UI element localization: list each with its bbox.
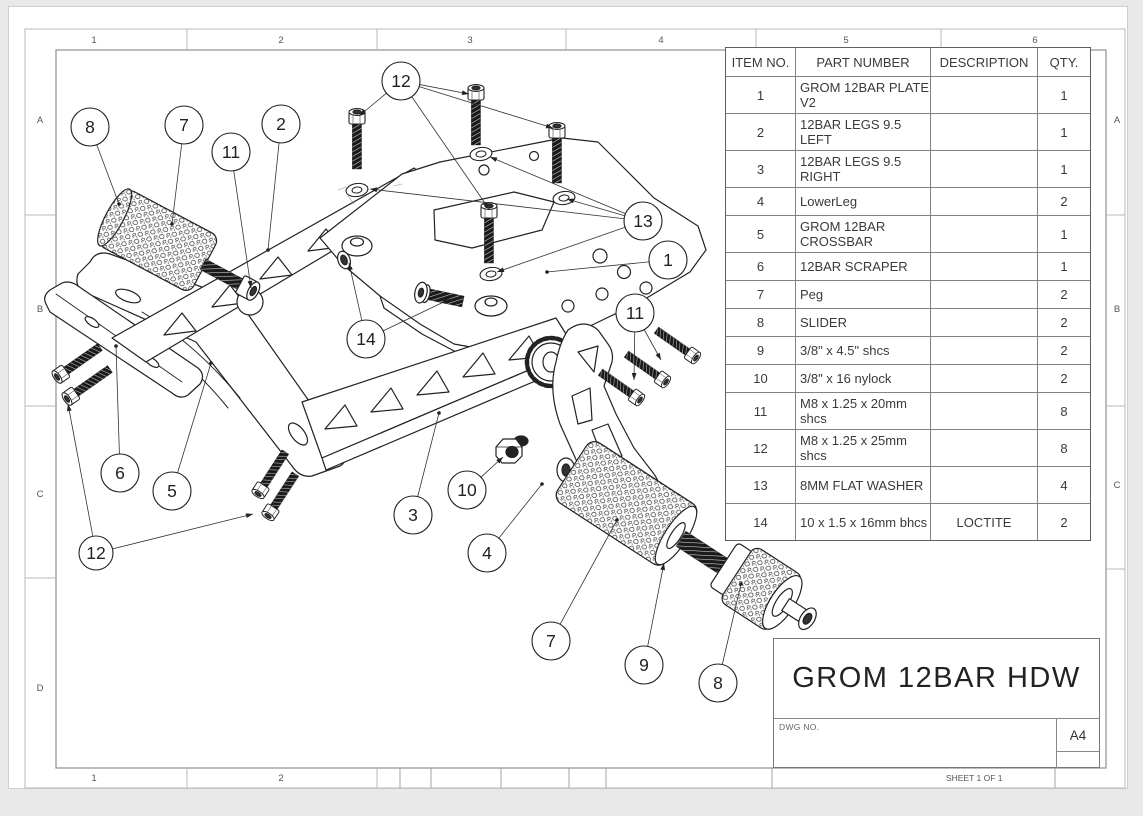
bom-cell: 3 — [726, 151, 796, 187]
bom-cell: Peg — [796, 281, 931, 308]
zone-label: A — [1113, 115, 1121, 126]
bom-cell: 1 — [1060, 226, 1068, 242]
bom-cell — [931, 467, 1038, 503]
exploded-assembly-drawing — [45, 85, 832, 651]
bom-cell: LOCTITE — [931, 504, 1038, 540]
bom-cell: 3/8" x 16 nylock — [796, 365, 931, 392]
slider-rear — [706, 537, 832, 651]
bom-cell: GROM 12BAR PLATE V2 — [796, 77, 931, 113]
bom-cell — [931, 188, 1038, 215]
bolt-group-lower-left — [50, 341, 114, 407]
bom-cell — [931, 281, 1038, 308]
bom-row-4 — [726, 187, 1090, 215]
balloon-number: 3 — [408, 505, 418, 525]
bom-header-row — [726, 48, 1090, 76]
bom-cell — [931, 253, 1038, 280]
zone-label: 2 — [278, 773, 284, 784]
balloon-8 — [71, 108, 121, 206]
bom-cell: 8 — [1060, 403, 1068, 419]
balloon-number: 11 — [221, 142, 241, 162]
bom-cell: 12BAR LEGS 9.5 RIGHT — [796, 151, 931, 187]
bom-cell: 14 — [726, 504, 796, 540]
bom-cell — [931, 430, 1038, 466]
zone-label: B — [1113, 304, 1121, 315]
bom-cell: M8 x 1.25 x 20mm shcs — [796, 393, 931, 429]
bom-header-cell: ITEM NO. — [726, 48, 796, 76]
empty-cell — [1057, 752, 1099, 768]
bom-row-3 — [726, 150, 1090, 187]
bom-cell: 1 — [1060, 161, 1068, 177]
bom-row-5 — [726, 215, 1090, 252]
bom-cell: 4 — [726, 188, 796, 215]
balloon-9 — [625, 563, 665, 684]
bom-cell: M8 x 1.25 x 25mm shcs — [796, 430, 931, 466]
bom-cell — [931, 151, 1038, 187]
bom-cell: 1 — [1060, 124, 1068, 140]
balloon-number: 10 — [457, 480, 477, 500]
bom-cell: LowerLeg — [796, 188, 931, 215]
balloon-7 — [532, 518, 619, 660]
balloon-number: 2 — [276, 114, 286, 134]
zone-label: 3 — [467, 35, 473, 46]
bom-row-7 — [726, 280, 1090, 308]
balloon-number: 12 — [391, 71, 411, 91]
balloon-7 — [165, 106, 203, 226]
bom-row-11 — [726, 392, 1090, 429]
bom-cell: 2 — [1060, 315, 1068, 330]
bom-cell: SLIDER — [796, 309, 931, 336]
balloon-number: 4 — [482, 543, 492, 563]
balloon-number: 6 — [115, 463, 125, 483]
bom-cell — [931, 216, 1038, 252]
bom-cell — [931, 77, 1038, 113]
bom-cell: 2 — [1060, 514, 1068, 530]
balloon-number: 1 — [663, 250, 673, 270]
balloon-number: 9 — [639, 655, 649, 675]
zone-label: D — [36, 683, 44, 694]
balloon-2 — [262, 105, 300, 252]
bom-cell: GROM 12BAR CROSSBAR — [796, 216, 931, 252]
zone-label: 2 — [278, 35, 284, 46]
bom-row-13 — [726, 466, 1090, 503]
bom-header-cell: QTY. — [1049, 54, 1079, 70]
bom-cell: 2 — [1060, 194, 1068, 209]
bom-cell: 12BAR SCRAPER — [796, 253, 931, 280]
bom-cell: 2 — [1060, 287, 1068, 302]
bom-row-9 — [726, 336, 1090, 364]
bom-cell: 2 — [1060, 371, 1068, 386]
zone-label: A — [36, 115, 44, 126]
bom-row-12 — [726, 429, 1090, 466]
bom-cell: 10 — [726, 365, 796, 392]
bom-cell: 8 — [726, 309, 796, 336]
bom-row-10 — [726, 364, 1090, 392]
bom-cell — [931, 309, 1038, 336]
bom-cell: 2 — [1060, 343, 1068, 358]
balloon-number: 7 — [179, 115, 189, 135]
bom-row-1 — [726, 76, 1090, 113]
balloon-number: 8 — [713, 673, 723, 693]
bolt-group-right — [596, 325, 702, 408]
title-block — [773, 638, 1100, 768]
bom-header-cell: DESCRIPTION — [931, 48, 1038, 76]
bom-cell: 1 — [1060, 87, 1068, 103]
bom-header-cell: PART NUMBER — [796, 48, 931, 76]
balloon-number: 8 — [85, 117, 95, 137]
balloon-number: 12 — [86, 543, 106, 563]
zone-label: 1 — [91, 35, 97, 46]
bom-cell: 2 — [726, 114, 796, 150]
bom-cell: 1 — [726, 77, 796, 113]
sheet-size: A4 — [1057, 719, 1099, 752]
balloon-number: 7 — [546, 631, 556, 651]
bom-table — [725, 47, 1091, 541]
drawing-title: GROM 12BAR HDW — [774, 639, 1099, 719]
balloon-number: 5 — [167, 481, 177, 501]
bom-cell: 10 x 1.5 x 16mm bhcs — [796, 504, 931, 540]
bom-cell: 5 — [726, 216, 796, 252]
bom-cell — [931, 337, 1038, 364]
bom-row-8 — [726, 308, 1090, 336]
zone-label: C — [36, 489, 44, 500]
bom-cell: 9 — [726, 337, 796, 364]
zone-label: 1 — [91, 773, 97, 784]
sheet-number-label: SHEET 1 OF 1 — [946, 773, 1003, 783]
bom-cell — [931, 365, 1038, 392]
bom-cell: 1 — [1060, 259, 1068, 274]
zone-label: B — [36, 304, 44, 315]
bom-cell: 8 — [1060, 440, 1068, 456]
bom-cell — [931, 393, 1038, 429]
bom-cell: 8MM FLAT WASHER — [796, 467, 931, 503]
balloon-10 — [448, 457, 503, 509]
zone-label: 5 — [843, 35, 849, 46]
bom-cell — [931, 114, 1038, 150]
zone-label: 6 — [1032, 35, 1038, 46]
zone-label: 4 — [658, 35, 664, 46]
balloon-number: 14 — [356, 329, 376, 349]
dwg-no-label: DWG NO. — [779, 722, 820, 732]
zone-label: C — [1113, 480, 1121, 491]
balloon-number: 11 — [625, 303, 645, 323]
bom-row-2 — [726, 113, 1090, 150]
bom-cell: 4 — [1060, 477, 1068, 493]
bom-cell: 3/8" x 4.5" shcs — [796, 337, 931, 364]
bom-cell: 13 — [726, 467, 796, 503]
bom-cell: 12BAR LEGS 9.5 LEFT — [796, 114, 931, 150]
bom-row-14 — [726, 503, 1090, 540]
bom-cell: 11 — [726, 393, 796, 429]
dwg-no-cell — [774, 719, 1056, 768]
bom-cell: 6 — [726, 253, 796, 280]
balloon-number: 13 — [633, 211, 653, 231]
bom-cell: 7 — [726, 281, 796, 308]
bom-row-6 — [726, 252, 1090, 280]
bom-cell: 12 — [726, 430, 796, 466]
